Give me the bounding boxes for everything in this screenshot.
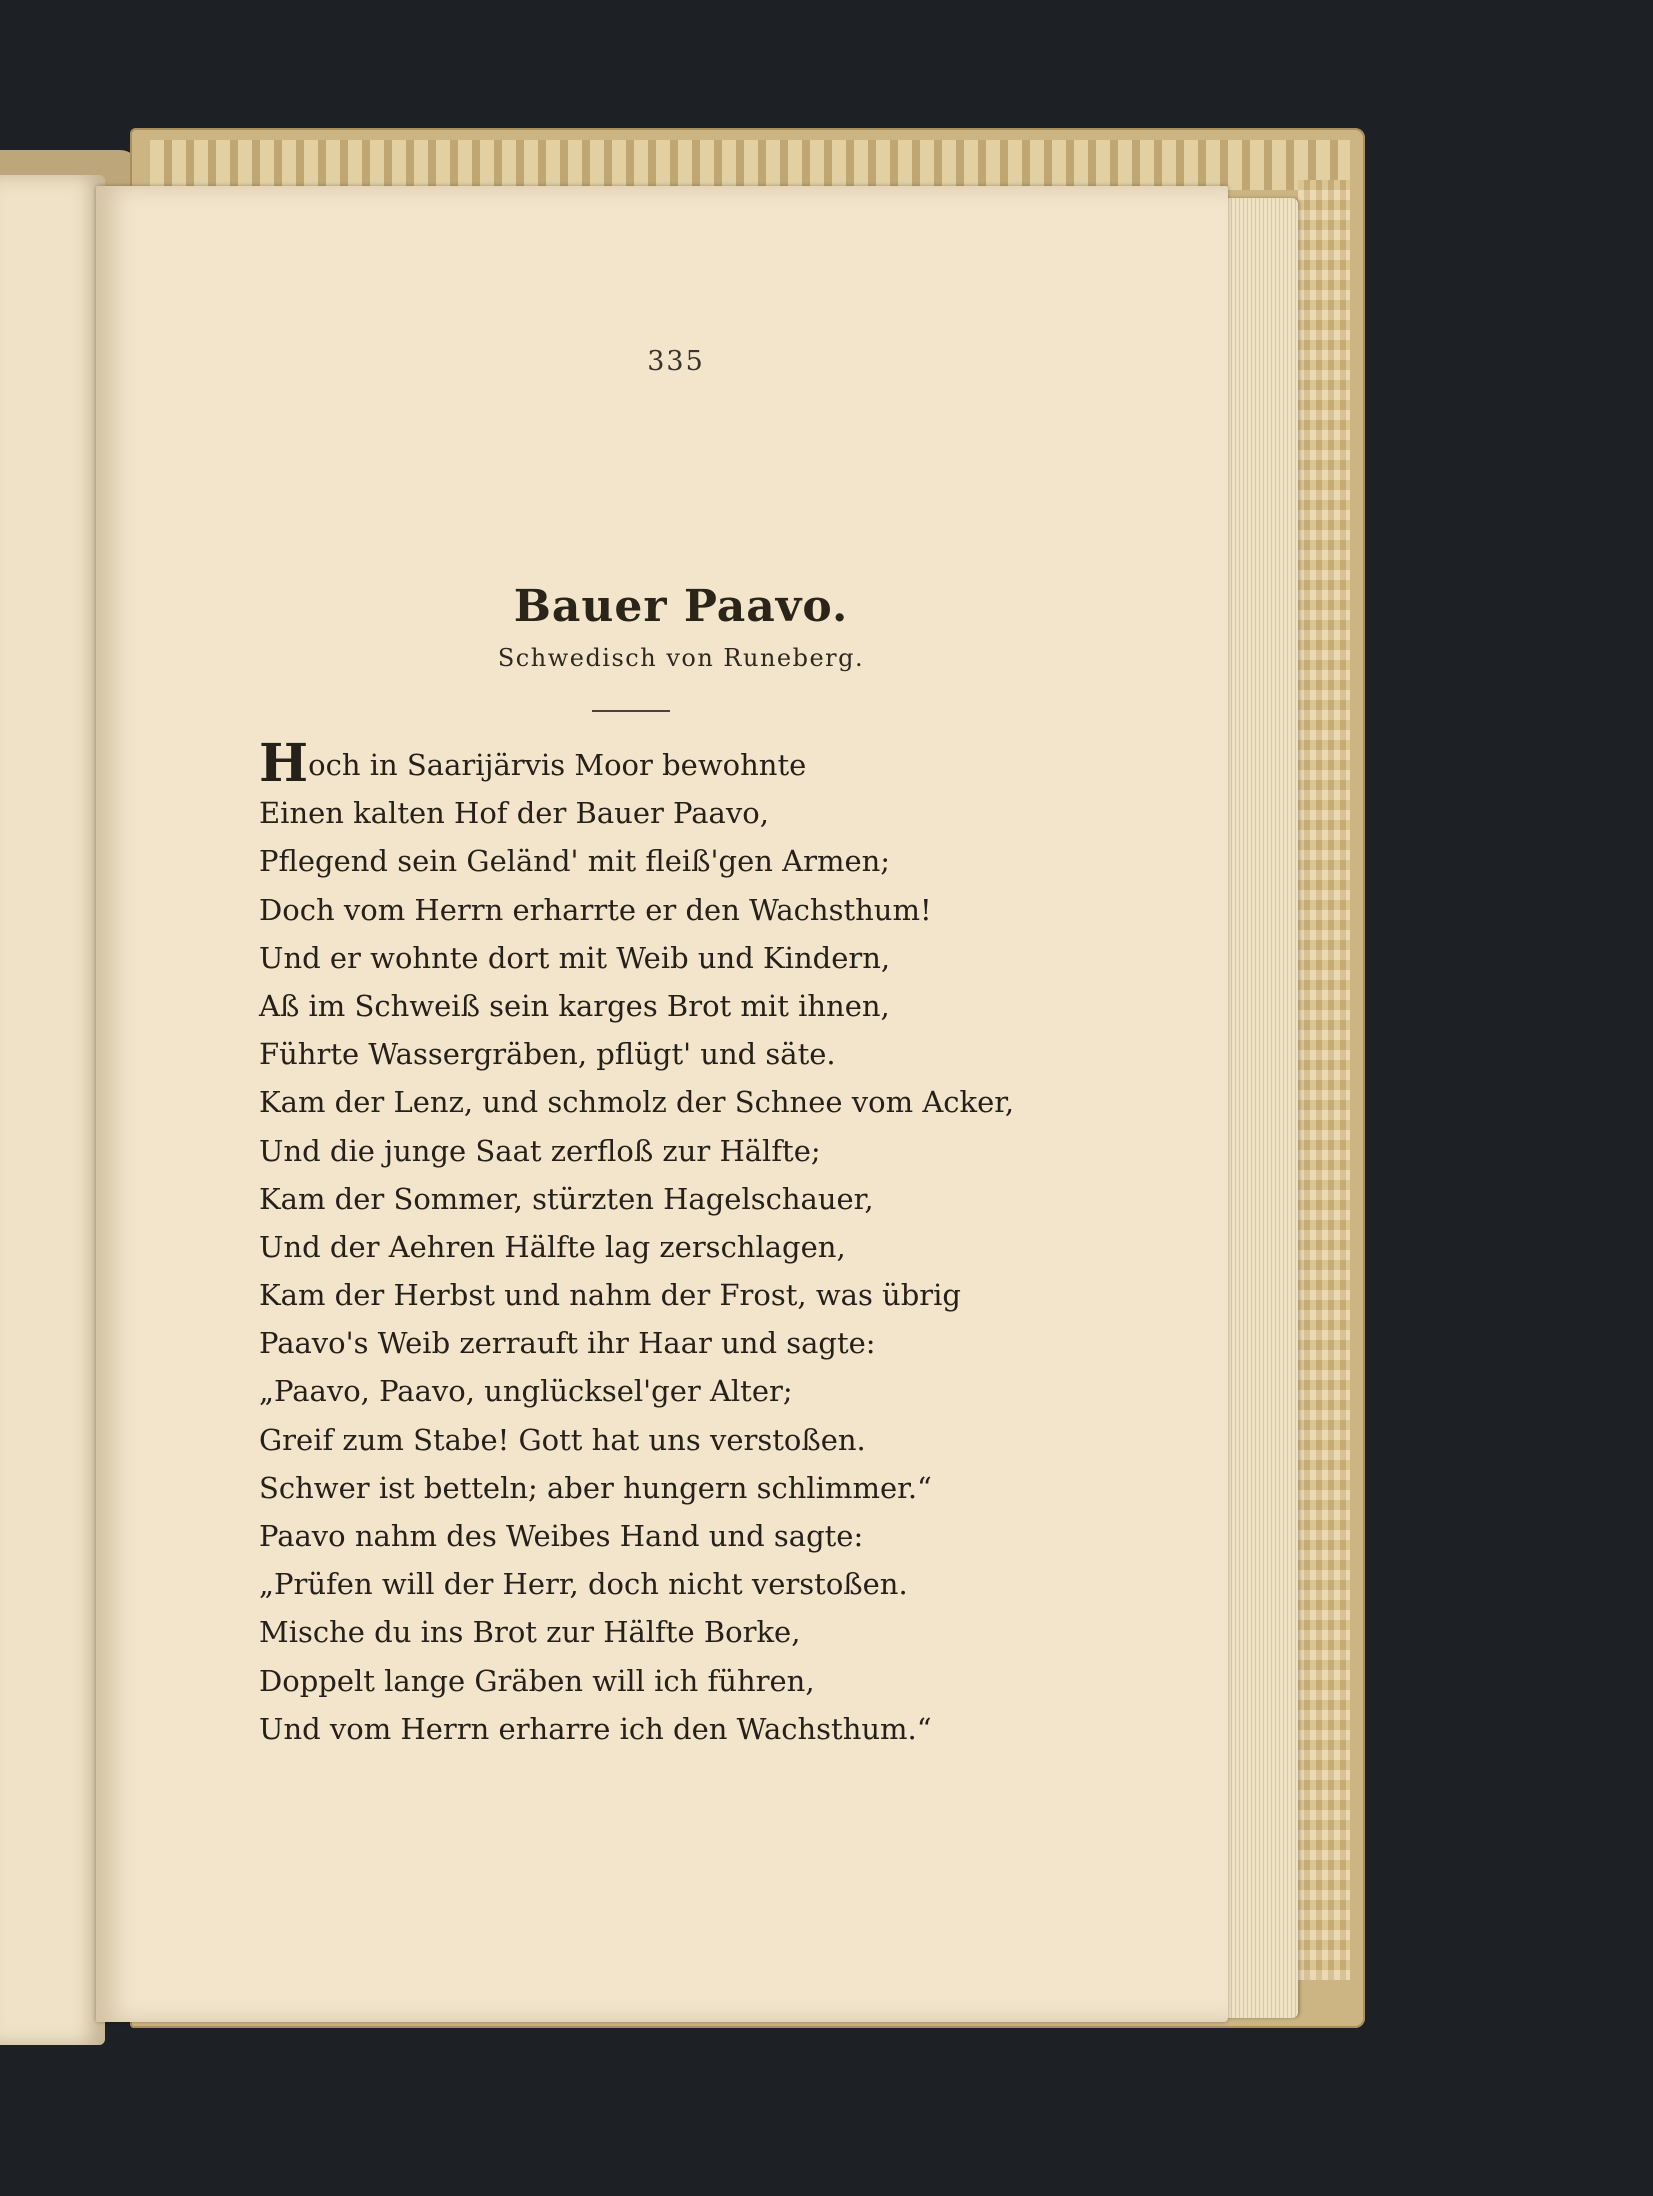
poem-title: Bauer Paavo. (513, 581, 849, 632)
poem-line: Greif zum Stabe! Gott hat uns verstoßen. (259, 1422, 866, 1457)
poem-line: Kam der Herbst und nahm der Frost, was übrig (259, 1278, 961, 1313)
poem-line: Aß im Schweiß sein karges Brot mit ihnen, (259, 988, 890, 1023)
poem-text (259, 733, 1159, 1753)
poem-line: Pflegend sein Geländ' mit fleiß'gen Armen; (259, 844, 891, 879)
poem-line: Paavo nahm des Weibes Hand und sagte: (259, 1519, 864, 1553)
book-page (96, 186, 1228, 2022)
poem-line (259, 733, 1159, 794)
poem-line: Und die junge Saat zerfloß zur Hälfte; (259, 1133, 821, 1168)
cover-ornament-side (1298, 180, 1350, 1980)
poem-line: Kam der Sommer, stürzten Hagelschauer, (259, 1181, 874, 1216)
poem-line-text: och in Saarijärvis Moor bewohnte (308, 748, 807, 782)
poem-line: Schwer ist betteln; aber hungern schlimmer.“ (259, 1470, 932, 1505)
poem-line: „Paavo, Paavo, unglücksel'ger Alter; (259, 1374, 793, 1409)
poem-line: Kam der Lenz, und schmolz der Schnee vom Acker, (259, 1085, 1015, 1120)
poem-line: Doppelt lange Gräben will ich führen, (259, 1663, 815, 1698)
drop-cap: H (259, 733, 309, 794)
poem-line: Führte Wassergräben, pflügt' und säte. (259, 1037, 836, 1072)
poem-line: Und vom Herrn erharre ich den Wachsthum.“ (259, 1711, 932, 1746)
poem-subtitle: Schwedisch von Runeberg. (497, 644, 865, 672)
page-fore-edge (1220, 198, 1298, 2018)
cover-ornament-top (150, 140, 1350, 190)
poem-line: Einen kalten Hof der Bauer Paavo, (259, 796, 769, 831)
poem-line: Und der Aehren Hälfte lag zerschlagen, (259, 1229, 846, 1264)
page-number: 335 (647, 346, 705, 377)
poem-line: Mische du ins Brot zur Hälfte Borke, (259, 1615, 801, 1650)
poem-line: Und er wohnte dort mit Weib und Kindern, (259, 940, 891, 975)
poem-line: Paavo's Weib zerrauft ihr Haar und sagte: (259, 1326, 876, 1361)
poem-line: Doch vom Herrn erharrte er den Wachsthum! (259, 892, 932, 927)
title-divider (592, 710, 670, 712)
poem-line: „Prüfen will der Herr, doch nicht verstoßen. (259, 1567, 908, 1602)
facing-page (0, 175, 105, 2045)
